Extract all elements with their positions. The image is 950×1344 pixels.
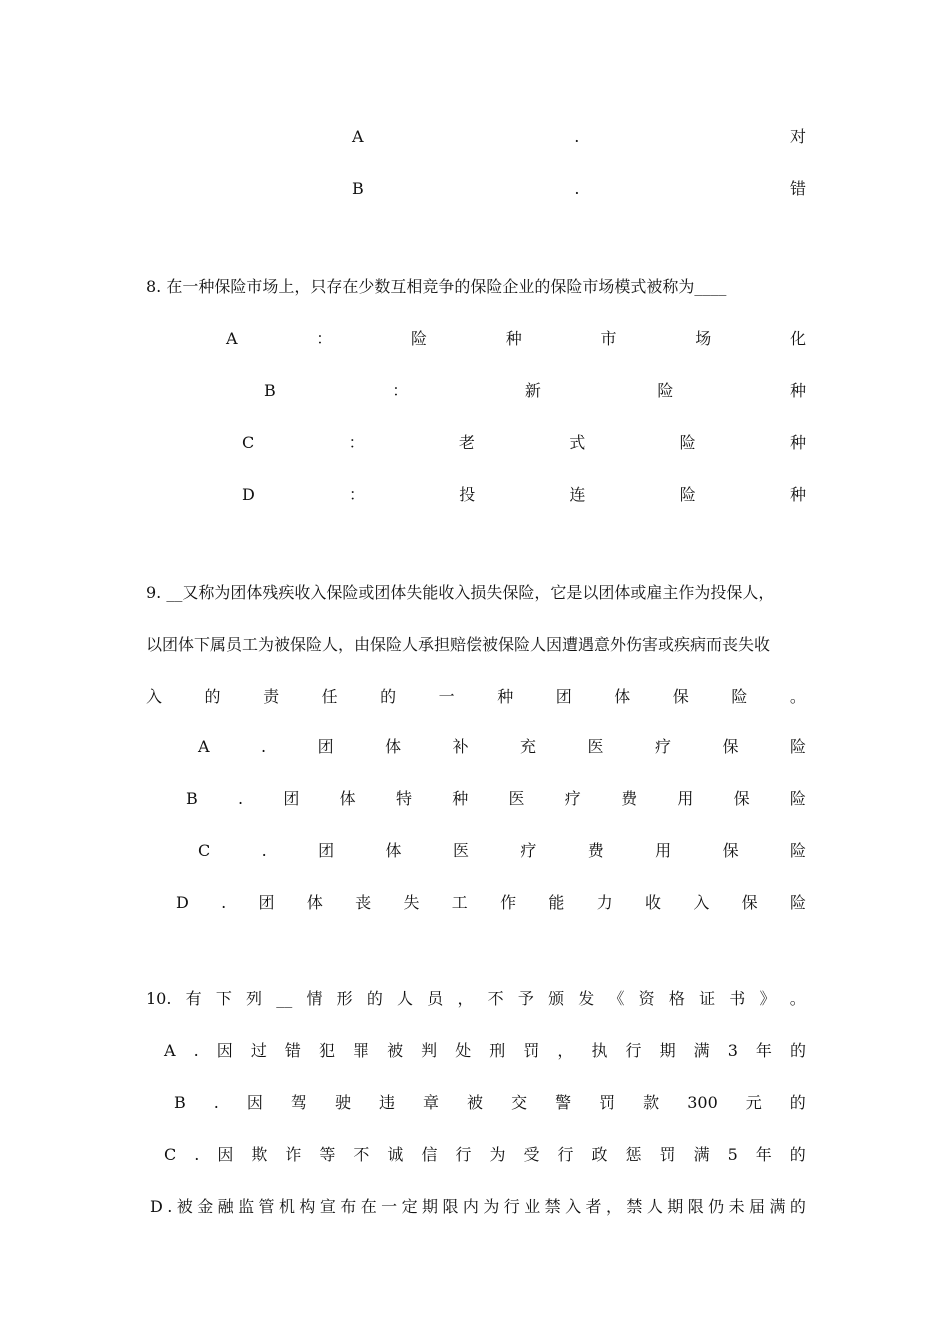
option-char: 险 bbox=[657, 381, 674, 400]
stem-char: 保 bbox=[672, 687, 689, 706]
option-char: 险 bbox=[789, 841, 806, 860]
stem-char: 》 bbox=[759, 989, 776, 1008]
option-char: 种 bbox=[789, 381, 806, 400]
stem-char: 入 bbox=[146, 687, 163, 706]
option-char: 种 bbox=[789, 433, 806, 452]
option-char: 医 bbox=[508, 789, 525, 808]
q9-option-b[interactable] bbox=[186, 786, 806, 812]
option-char: ： bbox=[349, 485, 366, 504]
option-char: . bbox=[261, 841, 267, 860]
option-char: 信 bbox=[421, 1145, 438, 1164]
option-char: 融 bbox=[217, 1197, 234, 1216]
option-char: 的 bbox=[789, 1197, 806, 1216]
option-char: 险 bbox=[789, 893, 806, 912]
stem-char: 有 bbox=[185, 989, 202, 1008]
option-char: 保 bbox=[733, 789, 750, 808]
option-char: 体 bbox=[339, 789, 356, 808]
option-char: 特 bbox=[395, 789, 412, 808]
option-char: 失 bbox=[403, 893, 420, 912]
option-char: 险 bbox=[679, 433, 696, 452]
stem-char: 下 bbox=[215, 989, 232, 1008]
option-char: 满 bbox=[693, 1145, 710, 1164]
option-char: 团 bbox=[258, 893, 275, 912]
q8-stem bbox=[146, 274, 806, 300]
q7-option-a[interactable] bbox=[352, 124, 806, 150]
option-char: 3 bbox=[727, 1041, 738, 1060]
option-char: 元 bbox=[745, 1093, 762, 1112]
option-char: 行 bbox=[625, 1041, 642, 1060]
option-char: 年 bbox=[755, 1041, 772, 1060]
option-char: 期 bbox=[422, 1197, 439, 1216]
q10-option-a[interactable] bbox=[164, 1038, 806, 1064]
option-char: 宣 bbox=[319, 1197, 336, 1216]
option-char: 等 bbox=[319, 1145, 336, 1164]
stem-char: 书 bbox=[729, 989, 746, 1008]
q8-option-c[interactable] bbox=[242, 430, 806, 456]
stem-char: 险 bbox=[731, 687, 748, 706]
option-char: . bbox=[167, 1197, 173, 1216]
option-char: 医 bbox=[452, 841, 469, 860]
stem-char: 体 bbox=[614, 687, 631, 706]
stem-char: 任 bbox=[321, 687, 338, 706]
stem-char: 的 bbox=[204, 687, 221, 706]
question-stem: 9. __又称为团体残疾收入保险或团体失能收入损失保险，它是以团体或雇主作为投保人， bbox=[146, 583, 775, 602]
option-char: 惩 bbox=[625, 1145, 642, 1164]
option-char: 人 bbox=[646, 1197, 663, 1216]
option-char: 用 bbox=[655, 841, 672, 860]
option-char: 监 bbox=[238, 1197, 255, 1216]
option-char: 错 bbox=[284, 1041, 301, 1060]
option-letter: A bbox=[352, 127, 364, 146]
option-char: 充 bbox=[520, 737, 537, 756]
option-char: 险 bbox=[789, 789, 806, 808]
option-char: 团 bbox=[283, 789, 300, 808]
option-char: D bbox=[150, 1197, 163, 1216]
option-char: 诚 bbox=[387, 1145, 404, 1164]
option-char: ： bbox=[348, 433, 365, 452]
option-char: 刑 bbox=[489, 1041, 506, 1060]
option-char: 年 bbox=[755, 1145, 772, 1164]
option-char: ： bbox=[316, 329, 333, 348]
option-char: 判 bbox=[421, 1041, 438, 1060]
q9-option-a[interactable] bbox=[198, 734, 806, 760]
option-char: 驶 bbox=[334, 1093, 351, 1112]
option-char: 禁 bbox=[626, 1197, 643, 1216]
option-char: 费 bbox=[621, 789, 638, 808]
stem-char: ， bbox=[457, 989, 474, 1008]
stem-char: 颁 bbox=[548, 989, 565, 1008]
q9-option-c[interactable] bbox=[198, 838, 806, 864]
option-char: 满 bbox=[693, 1041, 710, 1060]
option-char: 费 bbox=[587, 841, 604, 860]
option-char: 能 bbox=[548, 893, 565, 912]
option-char: 驾 bbox=[290, 1093, 307, 1112]
q8-option-b[interactable] bbox=[264, 378, 806, 404]
option-char: 为 bbox=[483, 1197, 500, 1216]
stem-char: 《 bbox=[608, 989, 625, 1008]
option-char: 限 bbox=[687, 1197, 704, 1216]
option-char: 不 bbox=[353, 1145, 370, 1164]
option-char: 交 bbox=[511, 1093, 528, 1112]
q7-option-b[interactable] bbox=[352, 176, 806, 202]
stem-char: 情 bbox=[306, 989, 323, 1008]
option-char: 政 bbox=[591, 1145, 608, 1164]
stem-char: 团 bbox=[555, 687, 572, 706]
option-char: 业 bbox=[524, 1197, 541, 1216]
option-char: 受 bbox=[523, 1145, 540, 1164]
option-char: 场 bbox=[695, 329, 712, 348]
stem-char: 责 bbox=[263, 687, 280, 706]
option-char: 险 bbox=[789, 737, 806, 756]
option-char: . bbox=[221, 893, 227, 912]
option-char: 团 bbox=[317, 737, 334, 756]
option-char: 在 bbox=[360, 1197, 377, 1216]
option-char: 定 bbox=[401, 1197, 418, 1216]
option-char: 种 bbox=[789, 485, 806, 504]
stem-char: __ bbox=[276, 989, 293, 1008]
option-char: 体 bbox=[385, 737, 402, 756]
option-char: 行 bbox=[503, 1197, 520, 1216]
option-char: 300 bbox=[687, 1093, 718, 1112]
option-letter: B bbox=[352, 179, 364, 198]
option-char: A bbox=[226, 329, 238, 348]
stem-char: 员 bbox=[427, 989, 444, 1008]
q10-stem bbox=[146, 986, 806, 1012]
option-char: 一 bbox=[381, 1197, 398, 1216]
option-text: 对 bbox=[789, 127, 806, 146]
option-char: 老 bbox=[458, 433, 475, 452]
q8-option-a[interactable] bbox=[226, 326, 806, 352]
option-char: 险 bbox=[411, 329, 428, 348]
option-char: . bbox=[213, 1093, 219, 1112]
option-char: 团 bbox=[318, 841, 335, 860]
option-char: A bbox=[164, 1041, 176, 1060]
option-char: 诈 bbox=[285, 1145, 302, 1164]
option-char: 保 bbox=[722, 737, 739, 756]
option-char: 力 bbox=[596, 893, 613, 912]
option-separator: . bbox=[574, 179, 580, 198]
option-char: 因 bbox=[246, 1093, 263, 1112]
option-char: 因 bbox=[216, 1041, 233, 1060]
option-char: 保 bbox=[722, 841, 739, 860]
option-char: 被 bbox=[387, 1041, 404, 1060]
option-char: 入 bbox=[565, 1197, 582, 1216]
option-text: 错 bbox=[789, 179, 806, 198]
option-char: 入 bbox=[693, 893, 710, 912]
option-char: 疗 bbox=[655, 737, 672, 756]
option-char: 医 bbox=[587, 737, 604, 756]
option-char: A bbox=[198, 737, 210, 756]
option-char: 章 bbox=[423, 1093, 440, 1112]
option-char: C bbox=[242, 433, 255, 452]
option-char: 仍 bbox=[708, 1197, 725, 1216]
option-char: 疗 bbox=[520, 841, 537, 860]
stem-char: 形 bbox=[336, 989, 353, 1008]
option-char: D bbox=[176, 893, 189, 912]
q9-stem-line-3 bbox=[146, 684, 806, 710]
option-char: 的 bbox=[789, 1145, 806, 1164]
option-char: 过 bbox=[250, 1041, 267, 1060]
option-char: 体 bbox=[306, 893, 323, 912]
option-char: 疗 bbox=[564, 789, 581, 808]
stem-char: 的 bbox=[366, 989, 383, 1008]
stem-char: 列 bbox=[246, 989, 263, 1008]
option-char: 化 bbox=[789, 329, 806, 348]
option-char: 行 bbox=[557, 1145, 574, 1164]
option-char: 种 bbox=[452, 789, 469, 808]
option-char: 罚 bbox=[659, 1145, 676, 1164]
option-char: 投 bbox=[459, 485, 476, 504]
q10-option-d[interactable] bbox=[150, 1194, 806, 1220]
option-char: 欺 bbox=[251, 1145, 268, 1164]
option-char: 执 bbox=[591, 1041, 608, 1060]
option-char: 种 bbox=[505, 329, 522, 348]
stem-char: 不 bbox=[487, 989, 504, 1008]
q9-option-d[interactable] bbox=[176, 890, 806, 916]
stem-char: 发 bbox=[578, 989, 595, 1008]
stem-char: 。 bbox=[789, 989, 806, 1008]
option-char: 连 bbox=[569, 485, 586, 504]
option-char: ， bbox=[557, 1041, 574, 1060]
option-char: 行 bbox=[455, 1145, 472, 1164]
option-char: . bbox=[194, 1145, 200, 1164]
option-char: 处 bbox=[455, 1041, 472, 1060]
option-char: 违 bbox=[378, 1093, 395, 1112]
option-char: 体 bbox=[385, 841, 402, 860]
option-char: 禁 bbox=[544, 1197, 561, 1216]
option-char: 期 bbox=[667, 1197, 684, 1216]
option-char: 保 bbox=[741, 893, 758, 912]
option-char: 市 bbox=[600, 329, 617, 348]
option-char: 工 bbox=[451, 893, 468, 912]
option-char: B bbox=[264, 381, 276, 400]
option-char: C bbox=[164, 1145, 177, 1164]
option-char: 机 bbox=[278, 1197, 295, 1216]
option-char: C bbox=[198, 841, 211, 860]
option-char: 式 bbox=[569, 433, 586, 452]
option-char: 因 bbox=[217, 1145, 234, 1164]
question-stem: 8. 在一种保险市场上，只存在少数互相竞争的保险企业的保险市场模式被称为____ bbox=[146, 277, 727, 296]
option-char: 用 bbox=[677, 789, 694, 808]
option-char: 险 bbox=[679, 485, 696, 504]
option-char: 犯 bbox=[318, 1041, 335, 1060]
option-char: 为 bbox=[489, 1145, 506, 1164]
option-char: . bbox=[238, 789, 244, 808]
option-char: 者 bbox=[585, 1197, 602, 1216]
option-char: 丧 bbox=[355, 893, 372, 912]
option-char: D bbox=[242, 485, 255, 504]
option-char: 金 bbox=[197, 1197, 214, 1216]
option-char: 罚 bbox=[599, 1093, 616, 1112]
option-char: 满 bbox=[769, 1197, 786, 1216]
q9-stem-line-1 bbox=[146, 580, 806, 606]
option-char: 补 bbox=[452, 737, 469, 756]
option-char: 期 bbox=[659, 1041, 676, 1060]
option-separator: . bbox=[574, 127, 580, 146]
q10-option-b[interactable] bbox=[174, 1090, 806, 1116]
option-char: ： bbox=[392, 381, 409, 400]
option-char: 警 bbox=[555, 1093, 572, 1112]
option-char: 布 bbox=[340, 1197, 357, 1216]
option-char: 管 bbox=[258, 1197, 275, 1216]
option-char: 作 bbox=[500, 893, 517, 912]
option-char: 构 bbox=[299, 1197, 316, 1216]
stem-char: 予 bbox=[517, 989, 534, 1008]
option-char: 收 bbox=[645, 893, 662, 912]
option-char: . bbox=[193, 1041, 199, 1060]
stem-char: 。 bbox=[789, 687, 806, 706]
option-char: 未 bbox=[728, 1197, 745, 1216]
question-stem: 以团体下属员工为被保险人，由保险人承担赔偿被保险人因遭遇意外伤害或疾病而丧失收 bbox=[146, 635, 771, 654]
stem-char: 资 bbox=[638, 989, 655, 1008]
stem-char: 人 bbox=[397, 989, 414, 1008]
option-char: 限 bbox=[442, 1197, 459, 1216]
option-char: 罚 bbox=[523, 1041, 540, 1060]
stem-char: 格 bbox=[668, 989, 685, 1008]
stem-char: 一 bbox=[438, 687, 455, 706]
stem-char: 种 bbox=[497, 687, 514, 706]
option-char: ， bbox=[605, 1197, 622, 1216]
q10-option-c[interactable] bbox=[164, 1142, 806, 1168]
option-char: . bbox=[261, 737, 267, 756]
option-char: 被 bbox=[176, 1197, 193, 1216]
option-char: 的 bbox=[789, 1041, 806, 1060]
option-char: 的 bbox=[789, 1093, 806, 1112]
option-char: B bbox=[186, 789, 198, 808]
stem-char: 10. bbox=[146, 989, 172, 1008]
option-char: 届 bbox=[749, 1197, 766, 1216]
option-char: 内 bbox=[462, 1197, 479, 1216]
option-char: 新 bbox=[524, 381, 541, 400]
q9-stem-line-2 bbox=[146, 632, 806, 658]
stem-char: 的 bbox=[380, 687, 397, 706]
option-char: B bbox=[174, 1093, 186, 1112]
option-char: 被 bbox=[467, 1093, 484, 1112]
stem-char: 证 bbox=[699, 989, 716, 1008]
option-char: 5 bbox=[727, 1145, 738, 1164]
q8-option-d[interactable] bbox=[242, 482, 806, 508]
option-char: 款 bbox=[643, 1093, 660, 1112]
option-char: 罪 bbox=[353, 1041, 370, 1060]
